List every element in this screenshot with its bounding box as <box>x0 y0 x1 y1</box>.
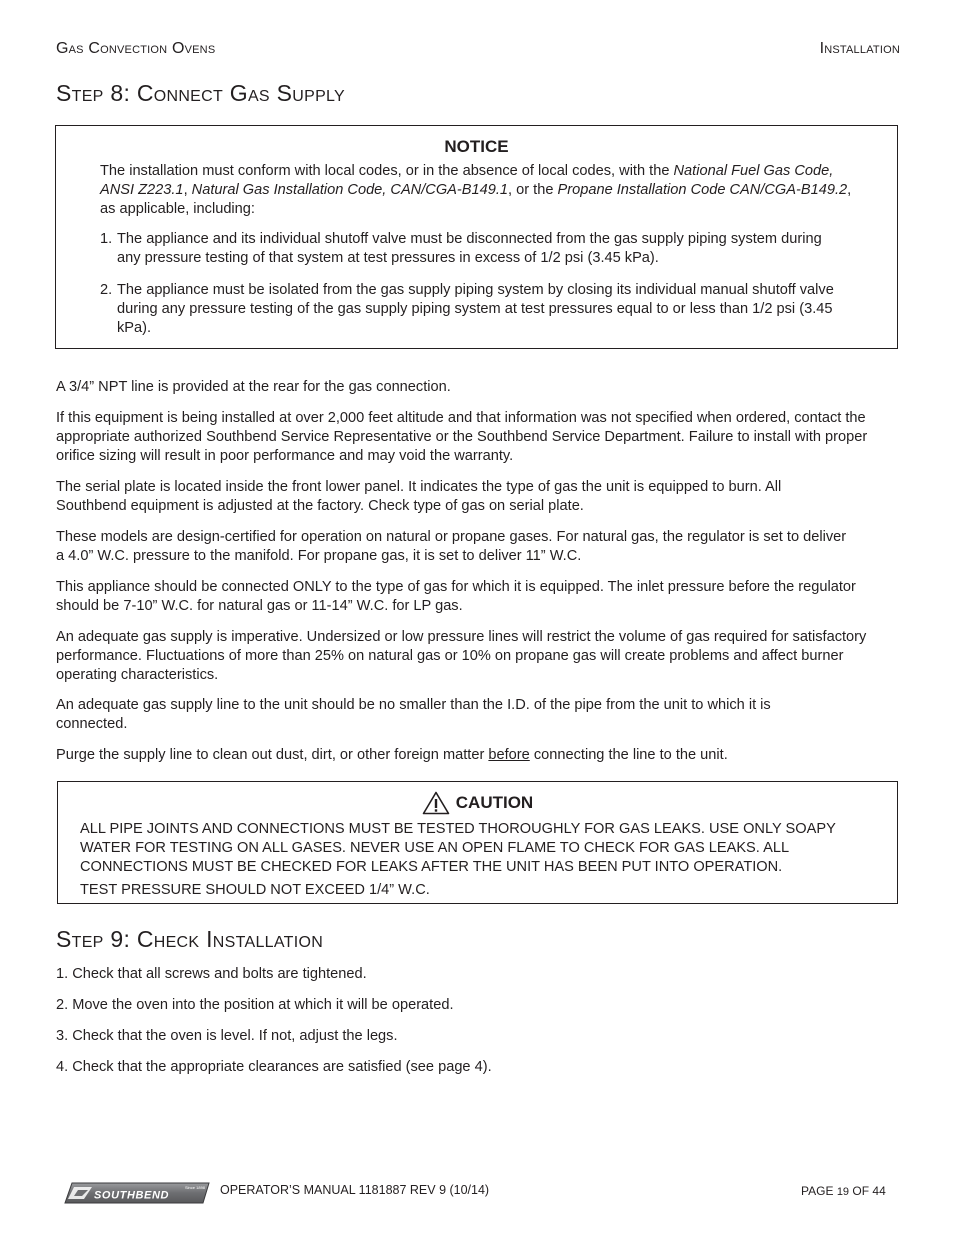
paragraph: This appliance should be connected ONLY to the type of gas for which it is equipped. The inlet pressure before the regulator should be 7-10” W.C. for natural gas or 11-14” W.C. for LP gas. <box>56 579 856 614</box>
checklist-item: 2. Move the oven into the position at which it will be operated. <box>56 997 454 1013</box>
notice-intro: The installation must conform with local codes, or in the absence of local codes, with the National Fuel Gas Code, ANSI Z223.1, Natural Gas Installation Code, CAN/CGA-B149.1, or the Propane Installation Code CAN/CGA-B149.2, as applicable, including: <box>100 163 852 217</box>
caution-test-pressure: TEST PRESSURE SHOULD NOT EXCEED 1/4” W.C. <box>80 882 430 899</box>
svg-text:SOUTHBEND: SOUTHBEND <box>94 1189 170 1202</box>
footer-manual: OPERATOR’S MANUAL 1181887 REV 9 (10/14) <box>220 1183 490 1197</box>
notice-title: NOTICE <box>444 137 509 156</box>
caution-header <box>80 791 875 815</box>
step9-heading: Step 9: Check Installation <box>56 926 324 952</box>
paragraph: These models are design-certified for operation on natural or propane gases. For natural gas, the regulator is set to deliver a 4.0” W.C. pressure to the manifold. For propane gas, it is set to deliver 11” W.C. <box>56 529 847 564</box>
running-header-title: Gas Convection Ovens <box>56 40 216 57</box>
notice-box <box>55 125 898 349</box>
notice-item-1: 1. The appliance and its individual shutoff valve must be disconnected from the gas supply piping system during any pressure testing of that system at test pressures in excess of 1/2 psi (3.45 kPa). <box>100 231 822 267</box>
caution-title: CAUTION <box>455 793 534 812</box>
paragraph: The serial plate is located inside the front lower panel. It indicates the type of gas the unit is equipped to burn. All Southbend equipment is adjusted at the factory. Check type of gas on serial plate. <box>56 479 782 514</box>
step8-heading: Step 8: Connect Gas Supply <box>56 80 346 106</box>
paragraph: If this equipment is being installed at over 2,000 feet altitude and that information was not specified when ordered, contact the appropriate authorized Southbend Service Representative or the Southbend Service Department. Failure to install with proper orifice sizing will result in poor performance and may void the warranty. <box>56 410 868 464</box>
checklist-item: 3. Check that the oven is level. If not, adjust the legs. <box>56 1028 398 1044</box>
svg-text:Since 1898: Since 1898 <box>185 1185 206 1190</box>
running-header-section: Installation <box>819 40 900 57</box>
checklist-item: 1. Check that all screws and bolts are tightened. <box>56 966 367 982</box>
caution-box <box>57 781 898 904</box>
footer-page-number: PAGE 19 OF 44 <box>801 1184 886 1198</box>
checklist-item: 4. Check that the appropriate clearances are satisfied (see page 4). <box>56 1059 492 1075</box>
paragraph: An adequate gas supply is imperative. Undersized or low pressure lines will restrict the volume of gas required for satisfactory performance. Fluctuations of more than 25% on natural gas or 10% on propane gas will create problems and affect burner operating characteristics. <box>56 629 867 683</box>
warning-triangle-icon <box>422 791 450 815</box>
paragraph: An adequate gas supply line to the unit should be no smaller than the I.D. of the pipe from the unit to which it is connected. <box>56 697 771 732</box>
purge-paragraph: Purge the supply line to clean out dust, dirt, or other foreign matter before connecting the line to the unit. <box>56 747 728 763</box>
southbend-logo <box>64 1182 210 1204</box>
caution-text: ALL PIPE JOINTS AND CONNECTIONS MUST BE TESTED THOROUGHLY FOR GAS LEAKS. USE ONLY SOAPY WATER FOR TESTING ON ALL GASES. NEVER USE AN OPEN FLAME TO CHECK FOR GAS LEAKS. ALL CONNECTIONS MUST BE CHECKED FOR LEAKS AFTER THE UNIT HAS BEEN PUT INTO OPERATION. <box>80 821 836 875</box>
notice-item-2: 2. The appliance must be isolated from the gas supply piping system by closing its individual manual shutoff valve during any pressure testing of the gas supply piping system at test pressures equal to or less than 1/2 psi (3.45 kPa). <box>100 281 834 336</box>
before-emphasis: before <box>488 747 530 763</box>
paragraph: A 3/4” NPT line is provided at the rear for the gas connection. <box>56 379 451 395</box>
